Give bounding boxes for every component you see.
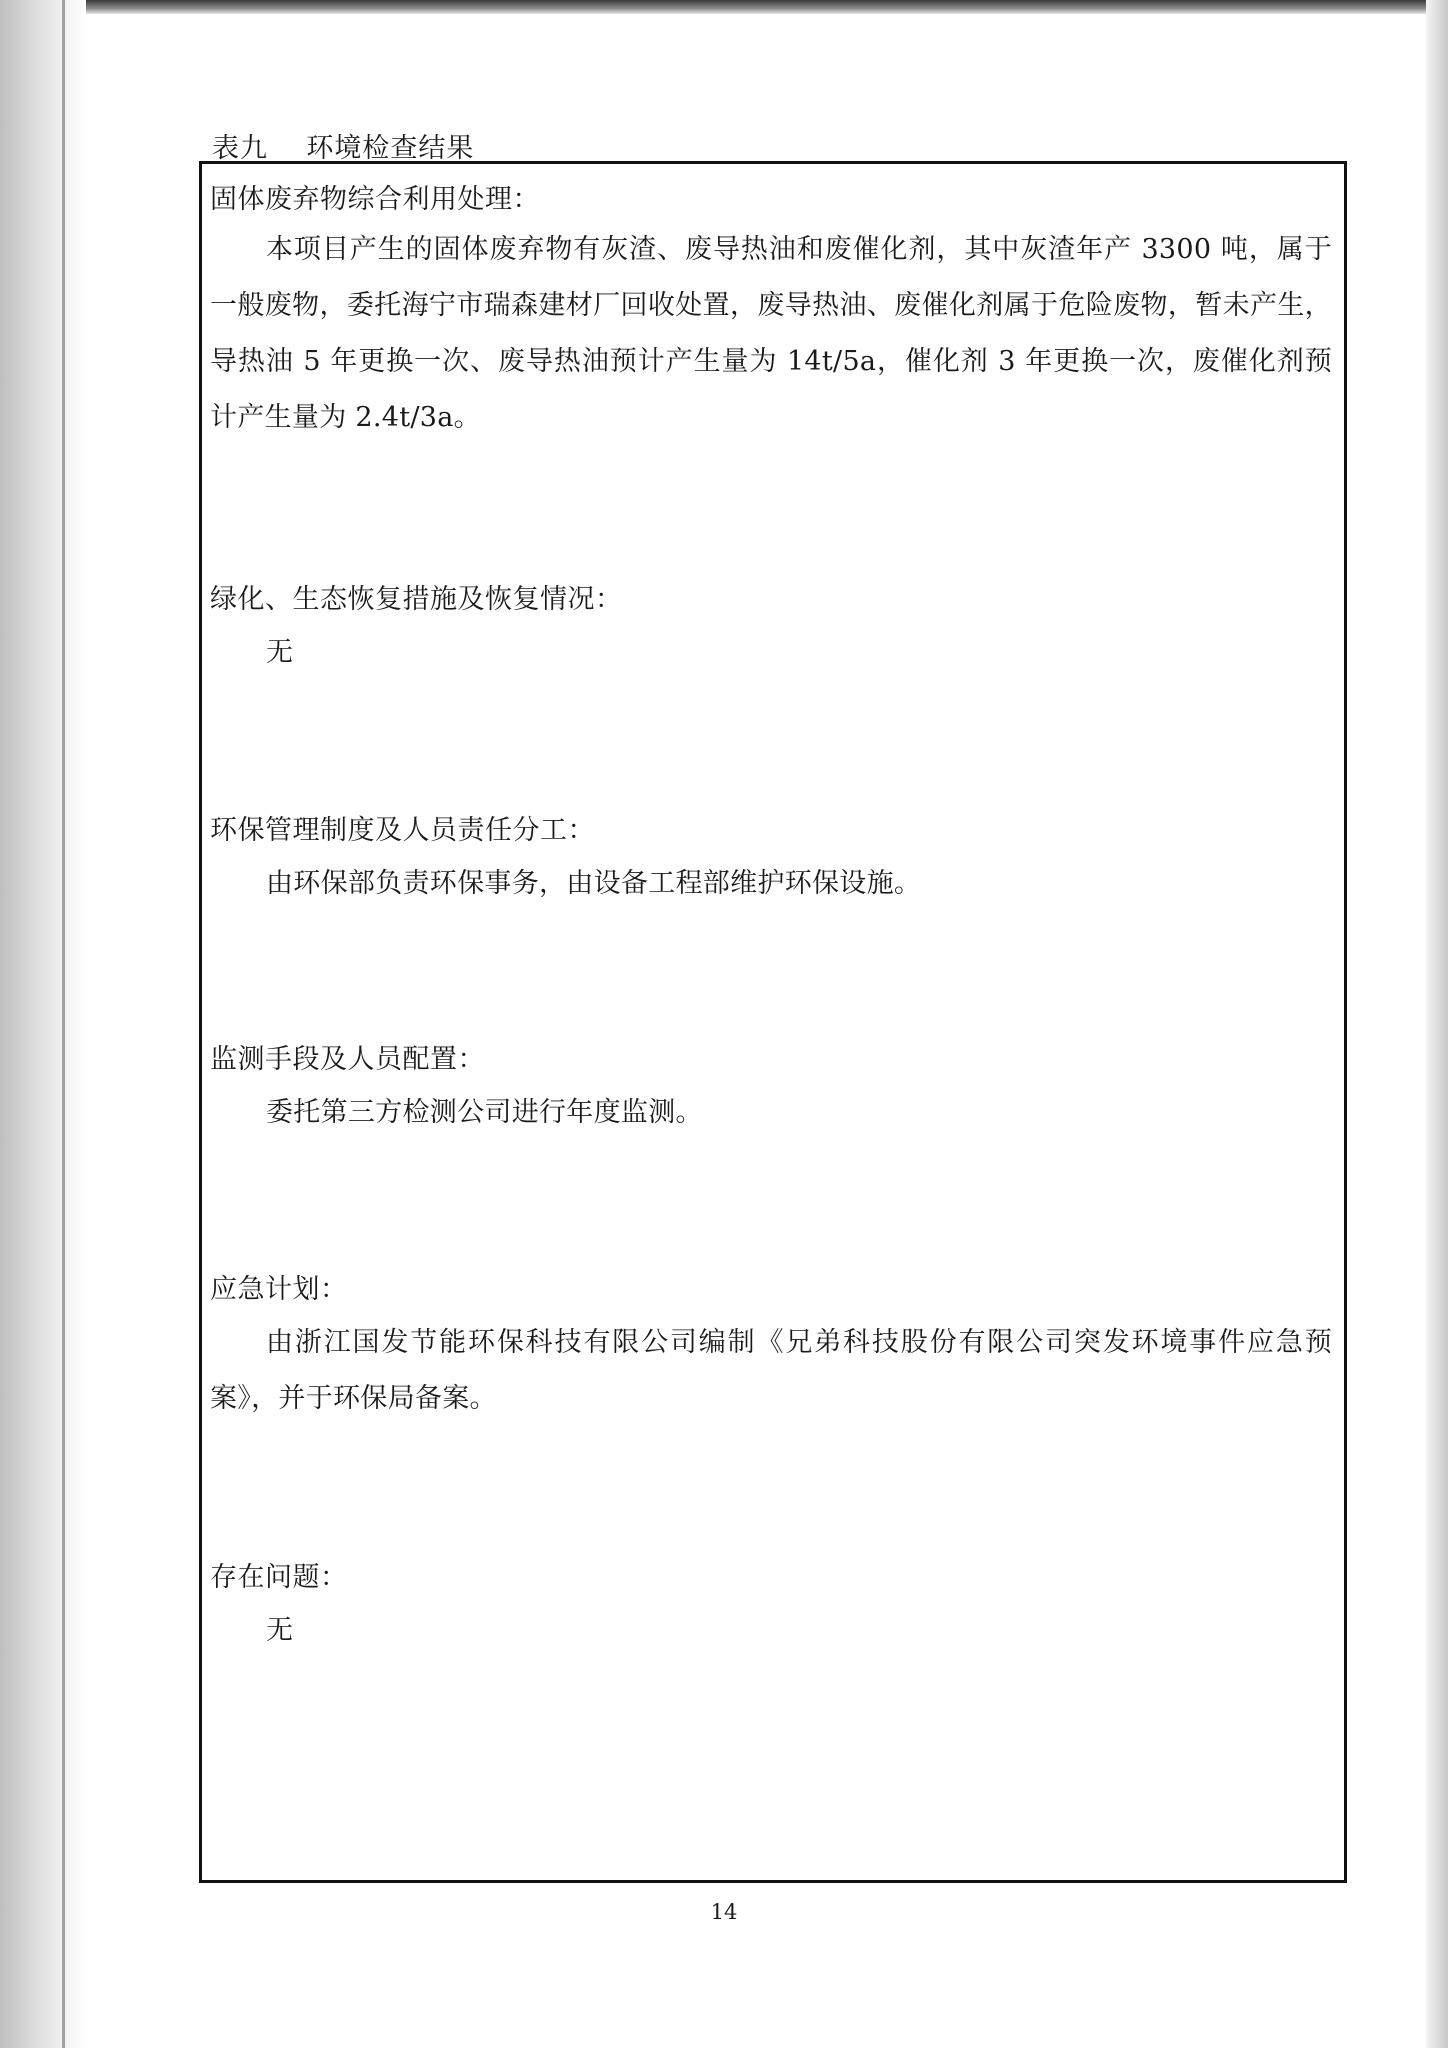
section-heading-greening: 绿化、生态恢复措施及恢复情况： bbox=[210, 584, 623, 615]
table-number: 表九 bbox=[212, 133, 268, 164]
table-title: 环境检查结果 bbox=[306, 133, 475, 164]
section-body-emergency: 由浙江国发节能环保科技有限公司编制《兄弟科技股份有限公司突发环境事件应急预案》，并于环保局备案。 bbox=[210, 1327, 1332, 1414]
scan-page-edge bbox=[62, 0, 65, 2048]
section-body-monitoring: 委托第三方检测公司进行年度监测。 bbox=[266, 1097, 703, 1128]
section-heading-monitoring: 监测手段及人员配置： bbox=[210, 1044, 485, 1075]
section-body-solid-waste: 本项目产生的固体废弃物有灰渣、废导热油和废催化剂，其中灰渣年产 3300 吨，属于一般废物，委托海宁市瑞森建材厂回收处置，废导热油、废催化剂属于危险废物，暂未产生，导热油 5 年更换一次、废导热油预计产生量为 14t/5a，催化剂 3 年更换一次，废催化剂预计产生量为 2.4t/3a。 bbox=[210, 234, 1332, 433]
section-heading-issues: 存在问题： bbox=[210, 1562, 348, 1593]
section-body-issues: 无 bbox=[266, 1615, 294, 1646]
section-heading-solid-waste: 固体废弃物综合利用处理： bbox=[210, 184, 540, 215]
section-heading-management: 环保管理制度及人员责任分工： bbox=[210, 815, 595, 846]
section-heading-emergency: 应急计划： bbox=[210, 1274, 348, 1305]
scan-binding-shadow bbox=[0, 0, 86, 2048]
scan-top-shadow bbox=[0, 0, 1448, 14]
scan-right-shadow bbox=[1426, 0, 1448, 2048]
page-number: 14 bbox=[710, 1900, 738, 1924]
table-header bbox=[212, 126, 474, 165]
section-body-greening: 无 bbox=[266, 637, 294, 668]
section-body-management: 由环保部负责环保事务，由设备工程部维护环保设施。 bbox=[266, 868, 922, 899]
